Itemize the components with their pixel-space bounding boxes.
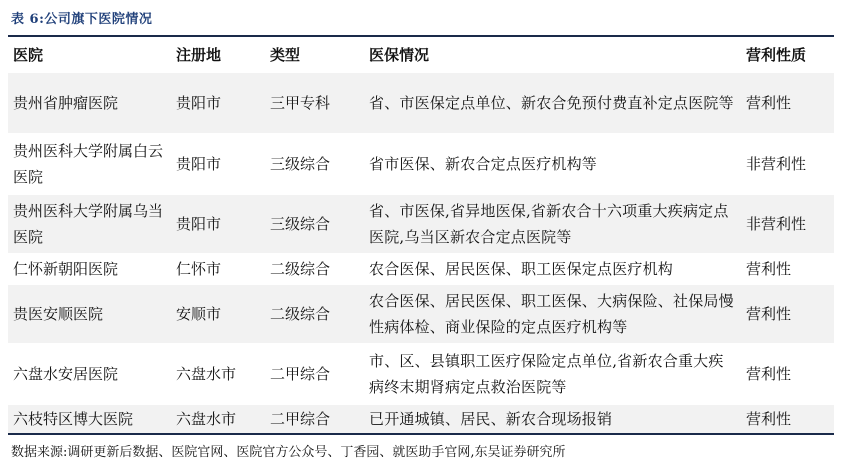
table-row [8,254,834,284]
table-row [8,134,834,194]
cell-insurance: 已开通城镇、居民、新农合现场报销 [364,404,741,434]
cell-insurance: 农合医保、居民医保、职工医保定点医疗机构 [364,254,741,284]
cell-profit: 营利性 [741,72,834,134]
cell-profit: 营利性 [741,404,834,434]
cell-insurance: 市、区、县镇职工医疗保险定点单位,省新农合重大疾病终末期肾病定点救治医院等 [364,344,741,404]
table-row [8,404,834,434]
cell-hospital: 仁怀新朝阳医院 [8,254,171,284]
cell-insurance: 省、市医保定点单位、新农合免预付费直补定点医院等 [364,72,741,134]
cell-type: 二级综合 [265,284,364,344]
cell-location: 六盘水市 [171,344,265,404]
cell-type: 三甲专科 [265,72,364,134]
cell-insurance: 省市医保、新农合定点医疗机构等 [364,134,741,194]
table-row [8,344,834,404]
cell-insurance: 农合医保、居民医保、职工医保、大病保险、社保局慢性病体检、商业保险的定点医疗机构等 [364,284,741,344]
cell-location: 六盘水市 [171,404,265,434]
cell-location: 安顺市 [171,284,265,344]
table-row [8,284,834,344]
cell-hospital: 六盘水安居医院 [8,344,171,404]
cell-profit: 营利性 [741,284,834,344]
cell-location: 仁怀市 [171,254,265,284]
cell-location: 贵阳市 [171,72,265,134]
cell-profit: 营利性 [741,254,834,284]
cell-location: 贵阳市 [171,134,265,194]
cell-location: 贵阳市 [171,194,265,254]
cell-hospital: 六枝特区博大医院 [8,404,171,434]
cell-type: 二甲综合 [265,404,364,434]
cell-type: 三级综合 [265,194,364,254]
source-note: 数据来源:调研更新后数据、医院官网、医院官方公众号、丁香园、就医助手官网,东吴证券研究所 [11,445,566,460]
table-row [8,72,834,134]
header-profit: 营利性质 [741,36,834,72]
table-header-row [8,36,834,72]
header-type: 类型 [265,36,364,72]
hospital-table [8,35,834,435]
cell-hospital: 贵州省肿瘤医院 [8,72,171,134]
header-location: 注册地 [171,36,265,72]
cell-hospital: 贵州医科大学附属白云医院 [8,134,171,194]
cell-type: 二级综合 [265,254,364,284]
cell-hospital: 贵医安顺医院 [8,284,171,344]
cell-profit: 非营利性 [741,194,834,254]
cell-insurance: 省、市医保,省异地医保,省新农合十六项重大疾病定点医院,乌当区新农合定点医院等 [364,194,741,254]
header-insurance: 医保情况 [364,36,741,72]
cell-type: 二甲综合 [265,344,364,404]
cell-hospital: 贵州医科大学附属乌当医院 [8,194,171,254]
cell-profit: 非营利性 [741,134,834,194]
cell-profit: 营利性 [741,344,834,404]
header-hospital: 医院 [8,36,171,72]
cell-type: 三级综合 [265,134,364,194]
table-row [8,194,834,254]
table-title: 表 6:公司旗下医院情况 [11,12,153,27]
